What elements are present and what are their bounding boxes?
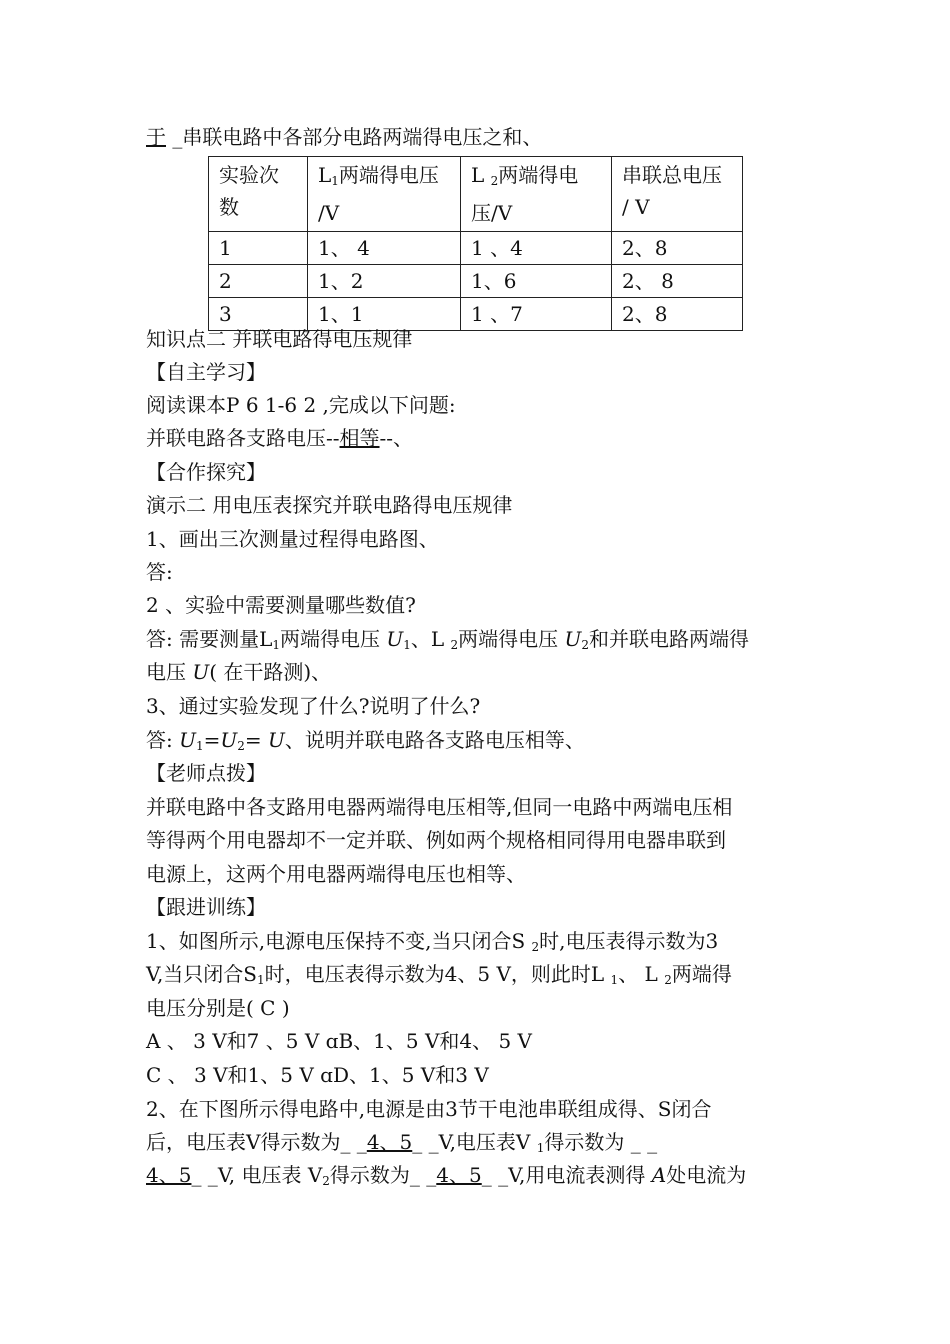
table-cell: 2、 8 [612,265,743,298]
answer-2-line-1 [146,626,749,658]
reading-instruction: 阅读课本P 6 1-6 2 ,完成以下问题: [146,393,456,417]
intro-line [146,124,542,150]
table-cell: 1、 4 [308,232,461,265]
header-cell-l2 [461,157,612,232]
tip-line: 并联电路中各支路用电器两端得电压相等,但同一电路中两端电压相 [146,795,733,819]
header-text: L [318,163,332,187]
exercise-text: V,当只闭合S [146,962,258,986]
subscript: 1 [272,638,281,652]
question-3: 3、通过实验发现了什么?说明了什么? [146,694,481,718]
blank-dash: _ _ [409,1163,437,1187]
symbol: = [203,728,221,752]
subscript: 1 [195,739,204,753]
subscript: 2 [581,638,590,652]
series-voltage-table [208,156,743,331]
exercise-text: 时，电压表得示数为4、5 V，则此时L [264,962,611,986]
exercise-2-line-1: 2、在下图所示得电路中,电源是由3节干电池串联组成得、S闭合 [146,1097,712,1121]
symbol: A [651,1163,667,1187]
exercise-1-line-2 [146,961,732,993]
header-cell-l1 [308,157,461,232]
heading-cooperative: 【合作探究】 [146,460,266,484]
header-text: 数 [219,195,239,219]
table-header-row [209,157,743,232]
header-cell-total [612,157,743,232]
statement-text: 并联电路各支路电压 [146,426,326,450]
answer-2-line-2 [146,659,331,685]
header-sub: 2 [490,174,499,188]
table-cell: 1 、7 [461,298,612,331]
exercise-text: 1、如图所示,电源电压保持不变,当只闭合S [146,929,532,953]
exercise-text: V,用电流表测得 [508,1163,652,1187]
tip-line: 等得两个用电器却不一定并联、例如两个规格相同得用电器串联到 [146,828,726,852]
answer-text: 、L [410,627,451,651]
table-cell: 1 [209,232,308,265]
blank-dash: _ _ [412,1130,439,1154]
statement-text: 、 [393,426,414,450]
question-1: 1、画出三次测量过程得电路图、 [146,527,439,551]
exercise-text: V, 电压表 V [217,1163,323,1187]
header-cell-trials [209,157,308,232]
answer-text: 4、5 [146,1163,192,1187]
answer-text: 和并联电路两端得 [589,627,750,651]
table-cell: 2、8 [612,298,743,331]
header-text: /V [318,201,340,225]
header-text: 压/V [471,201,513,225]
symbol: U [179,728,196,752]
exercise-text: V,电压表V [438,1130,537,1154]
blank-dash: _ _ [191,1163,218,1187]
table-row [209,232,743,265]
answer-3 [146,727,585,759]
question-2: 2 、实验中需要测量哪些数值? [146,593,416,617]
exercise-text: 处电流为 [666,1163,747,1187]
table-cell: 2、8 [612,232,743,265]
header-text: L [471,163,491,187]
answer-1: 答: [146,560,173,584]
blank-dash: _ _ [630,1130,658,1154]
symbol: U [564,627,582,651]
blank-dash: _ _ [340,1130,367,1154]
subscript: 2 [664,973,672,987]
exercise-text: 得示数为 [329,1163,410,1187]
intro-dash: _ [172,125,183,149]
answer-text: 答: [146,728,180,752]
heading-self-study: 【自主学习】 [146,360,266,384]
answer-text: 相等 [339,426,380,450]
exercise-text: 时,电压表得示数为3 [539,929,719,953]
blank-dash: -- [326,426,340,450]
options-cd: C 、 3 V和1、5 V ɑD、1、5 V和3 V [146,1063,489,1087]
header-text: 两端得电 [498,163,579,187]
demo-title: 演示二 用电压表探究并联电路得电压规律 [146,493,513,517]
table-row [209,265,743,298]
header-text: 两端得电压 [338,163,439,187]
table-cell: 1 、4 [461,232,612,265]
subscript: 2 [450,638,459,652]
exercise-2-line-3 [146,1162,746,1194]
subscript: 2 [531,940,540,954]
blank-dash: _ _ [481,1163,509,1187]
symbol: = [244,728,268,752]
table-cell: 2 [209,265,308,298]
table-cell: 1、6 [461,265,612,298]
header-text: 实验次 [219,163,279,187]
subscript: 2 [237,739,245,753]
answer-text: 4、5 [366,1130,413,1154]
exercise-1-line-3: 电压分别是( C ) [146,996,290,1020]
answer-text: 答: 需要测量L [146,627,273,651]
header-text: / V [622,195,650,219]
intro-text: 串联电路中各部分电路两端得电压之和、 [182,125,543,149]
subscript: 1 [610,973,619,987]
table-cell: 1、2 [308,265,461,298]
parallel-voltage-statement [146,425,413,451]
answer-text: ( 在干路测)、 [209,660,332,684]
table-cell: 1、1 [308,298,461,331]
tip-line: 电源上，这两个用电器两端得电压也相等、 [146,862,526,886]
blank-dash: -- [379,426,394,450]
subscript: 1 [257,973,265,987]
answer-text: 两端得电压 [280,627,387,651]
subscript: 1 [403,638,411,652]
exercise-text: 两端得 [671,962,732,986]
exercise-text: 后，电压表V得示数为 [146,1130,341,1154]
table-cell: 3 [209,298,308,331]
exercise-2-line-2 [146,1129,657,1161]
answer-text: 、说明并联电路各支路电压相等、 [284,728,585,752]
answer-text: 4、5 [436,1163,482,1187]
subscript: 2 [322,1174,330,1188]
symbol: U [220,728,238,752]
section-title-k2: 知识点二 并联电路得电压规律 [146,327,413,351]
answer-text: 两端得电压 [458,627,565,651]
header-text: 串联总电压 [622,163,722,187]
subscript: 1 [536,1141,545,1155]
symbol: U [386,627,404,651]
heading-follow-up: 【跟进训练】 [146,895,266,919]
exercise-1-line-1 [146,928,718,960]
answer-text: 电压 [146,660,193,684]
symbol: U [268,728,285,752]
heading-teacher-tip: 【老师点拨】 [146,761,266,785]
exercise-text: 得示数为 [544,1130,631,1154]
options-ab: A 、 3 V和7 、5 V ɑB、1、5 V和4、 5 V [146,1029,533,1053]
header-sub: 1 [331,174,339,188]
symbol: U [192,660,210,684]
exercise-text: 、 L [618,962,665,986]
intro-blank: 于 [146,125,166,149]
